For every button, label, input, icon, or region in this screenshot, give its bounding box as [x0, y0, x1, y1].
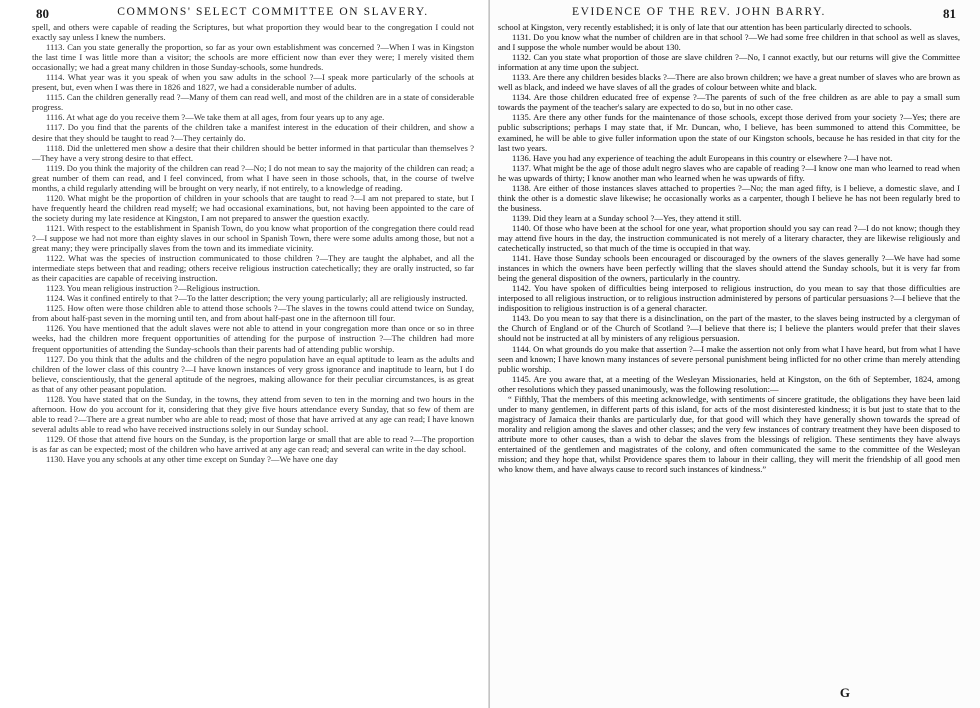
paragraph: 1127. Do you think that the adults and the children of the negro population have an equal aptitude to learn as the adults and children of the lower class of this country ?—I have known instances of very gross ignorance and inaptitude to learn, but I do believe, conscientiously, that the general aptitude of the negroes, making allowance for their peculiar circumstances, is as great as that of any other peasant population.	[32, 353, 474, 394]
paragraph: 1134. Are those children educated free of expense ?—The parents of such of the free children as are able to pay a small sum towards the payment of the teacher's salary are expected to do so, but in no other case.	[498, 92, 960, 113]
paragraph: 1135. Are there any other funds for the maintenance of those schools, except those derived from your society ?—Yes; there are public subscriptions; perhaps I may state that, if Mr. Duncan, who, I believe, has been summoned to attend this Committee, be examined, he will be able to give fuller information upon the state of our Kingston schools, because he has resided in that city for the last two years.	[498, 112, 960, 153]
paragraph: 1133. Are there any children besides blacks ?—There are also brown children; we have a great number of slaves who are brown as well as black, and indeed we have slaves of all the grades of colour between white and black.	[498, 72, 960, 93]
paragraph: 1126. You have mentioned that the adult slaves were not able to attend in your congregation more than once or so in three weeks, had the children more frequent opportunities of attending for the purpose of instruction ?—The children had more frequent opportunities of attending the Sunday-schools than their parents had of attending public worship.	[32, 323, 474, 354]
paragraph: 1140. Of those who have been at the school for one year, what proportion should you say can read ?—I do not know; though they may attend five hours in the day, the instruction communicated is not merely of a literary character, they are likewise religiously and catechetically instructed, so that much of the time is occupied in that way.	[498, 222, 960, 254]
right-running-head: EVIDENCE OF THE REV. JOHN BARRY.	[571, 6, 827, 18]
quoted-resolution: “ Fifthly, That the members of this meeting acknowledge, with sentiments of sincere gratitude, the obligations they have been laid under to many gentlemen, in different parts of this island, for acts of the most disinterested kindness; it is but just to state that to the magistracy of Jamaica their thanks are particularly due, for that good will which they have generally shown towards the spread of morality and religion among the slaves and other classes; and the very few instances of contrary treatment they have been disposed to attribute more to other causes, than a wish to debar the slaves from the blessings of religion. These sentiments they have always entertained of the gentlemen and magistrates of the colony, and often communicated the same to the committee of the Wesleyan mission; and they hope that, whilst Providence spares them to labour in their calling, they will merit the friendship of all good men who know them, and have always cause to record such instances of kindness.”	[498, 393, 960, 475]
right-page-header	[498, 0, 960, 22]
paragraph: 1130. Have you any schools at any other time except on Sunday ?—We have one day	[46, 454, 338, 465]
paragraph: 1123. You mean religious instruction ?—Religious instruction.	[46, 283, 261, 294]
paragraph: 1119. Do you think the majority of the children can read ?—No; I do not mean to say the majority of the children can read; a great number of them can read, and I feel convinced, from what I have seen in those schools, that, in the course of twelve months, a child regularly attending will be brought on very nearly, if not entirely, to a knowledge of reading.	[32, 162, 474, 193]
left-running-head: COMMONS' SELECT COMMITTEE ON SLAVERY.	[117, 6, 429, 18]
paragraph: 1144. On what grounds do you make that assertion ?—I make the assertion not only from what I have heard, but from what I have seen and known; I have known many instances of severe personal punishment being inflicted for no other crime than merely attending public worship.	[498, 343, 960, 374]
paragraph: 1131. Do you know what the number of children are in that school ?—We had some free children in that school as well as slaves, and I suppose the whole number would be about 130.	[498, 32, 960, 53]
paragraph: 1115. Can the children generally read ?—Many of them can read well, and most of the children are in a state of considerable progress.	[32, 92, 474, 113]
paragraph: 1136. Have you had any experience of teaching the adult Europeans in this country or elsewhere ?—I have not.	[512, 152, 893, 163]
paragraph: 1137. What might be the age of those adult negro slaves who are capable of reading ?—I know one man who learned to read when he was upwards of thirty; I know another man who learned when he was upwards of fifty.	[498, 162, 960, 183]
paragraph: 1120. What might be the proportion of children in your schools that are taught to read ?—I am not prepared to state, but I have frequently heard the children read myself; we had occasional examinations, but, not having been appointed to the care of the society during my late residence at Kingston, I am not prepared to answer the question exactly.	[32, 192, 474, 223]
paragraph: 1113. Can you state generally the proportion, so far as your own establishment was concerned ?—When I was in Kingston the last time I was little more than a visitor; the schools are more efficient now than ever they were; I merely visited them occasionally; we had a great many children in those Sunday-schools, some hundreds.	[32, 42, 474, 73]
paragraph: 1118. Did the unlettered men show a desire that their children should be better informed in that particular than themselves ?—They have a very strong desire to that effect.	[32, 142, 474, 163]
paragraph: 1122. What was the species of instruction communicated to those children ?—They are taught the alphabet, and all the intermediate steps between that and reading; others receive religious instruction catechetically; they are orally instructed, so far as their capacities are capable of receiving instruction.	[32, 253, 474, 284]
paragraph: 1141. Have those Sunday schools been encouraged or discouraged by the owners of the slaves generally ?—We have had some instances in which the owners have been perfectly willing that the slaves should attend the Sunday schools, but it is very far from being the general disposition of the owners, particularly in the country.	[498, 253, 960, 284]
paragraph: 1143. Do you mean to say that there is a disinclination, on the part of the master, to the slaves being instructed by a clergyman of the Church of England or of the Church of Scotland ?—I believe that there is; I believe the planters would prefer that their slaves should not be instructed at all by ministers of any religious persuasion.	[498, 313, 960, 344]
paragraph: 1139. Did they learn at a Sunday school ?—Yes, they attend it still.	[512, 212, 742, 223]
paragraph: spell, and others were capable of reading the Scriptures, but what proportion they would bear to the congregation I could not exactly say unless I knew the numbers.	[32, 22, 474, 43]
right-page-body	[498, 22, 960, 474]
right-page	[490, 0, 980, 708]
paragraph: 1121. With respect to the establishment in Spanish Town, do you know what proportion of the congregation there could read ?—I suppose we had not more than eighty slaves in our school in Spanish Town, there were some adults among those, but not a great many; they were principally slaves from the town and its immediate vicinity.	[32, 222, 474, 254]
paragraph: 1145. Are you aware that, at a meeting of the Wesleyan Missionaries, held at Kingston, on the 6th of September, 1824, among other resolutions which they passed unanimously, was the following resolution:—	[498, 373, 960, 394]
paragraph: 1138. Are either of those instances slaves attached to properties ?—No; the man aged fifty, is I believe, a domestic slave, and I think the other is a domestic slave likewise; he occasionally works as a carpenter, though I believe he has not been regularly bred to the business.	[498, 182, 960, 213]
paragraph: 1114. What year was it you speak of when you saw adults in the school ?—I speak more particularly of the schools at present, but, even when I was there in 1826 and 1827, we had a considerable number of adults.	[32, 72, 474, 93]
left-page-body	[32, 22, 474, 464]
paragraph: 1125. How often were those children able to attend those schools ?—The slaves in the towns could attend twice on Sunday, from about half-past seven in the morning until ten, and from about half-past one in the afternoon till four.	[32, 303, 474, 324]
paragraph: 1142. You have spoken of difficulties being interposed to religious instruction, do you mean to say that those difficulties are interposed to all religious instruction, or to religious instruction administered by persons of particular persuasions ?—I believe that the indisposition to religious instruction is of a general character.	[498, 283, 960, 314]
right-page-number: 81	[943, 6, 956, 21]
left-page-header	[32, 0, 474, 22]
paragraph: 1117. Do you find that the parents of the children take a manifest interest in the education of their children, and show a desire that they should be taught to read ?—They certainly do.	[32, 122, 474, 143]
paragraph: 1132. Can you state what proportion of those are slave children ?—No, I cannot exactly, but our returns will give the Committee information at any time upon the subject.	[498, 52, 960, 73]
paragraph: 1128. You have stated that on the Sunday, in the towns, they attend from seven to ten in the morning and two hours in the afternoon. How do you account for it, considering that they give five hours attendance every Sunday, that so few of them are able to read ?—There are a great number who are able to read; most of those that have arrived at any age can read; I have known several adults able to read who have received instructions solely in our Sunday school.	[32, 393, 474, 434]
paragraph: 1124. Was it confined entirely to that ?—To the latter description; the very young particularly; all are religiously instructed.	[46, 293, 468, 304]
paragraph: 1129. Of those that attend five hours on the Sunday, is the proportion large or small that are able to read ?—The proportion is as far as can be expected; most of the children who have arrived at any age can read; and several can write in the day school.	[32, 433, 474, 454]
paragraph: school at Kingston, very recently established; it is only of late that our attention has been particularly directed to schools.	[498, 22, 912, 32]
paragraph: 1116. At what age do you receive them ?—We take them at all ages, from four years up to any age.	[46, 112, 385, 123]
left-page-number: 80	[36, 6, 49, 21]
signature-mark: G	[839, 685, 850, 700]
